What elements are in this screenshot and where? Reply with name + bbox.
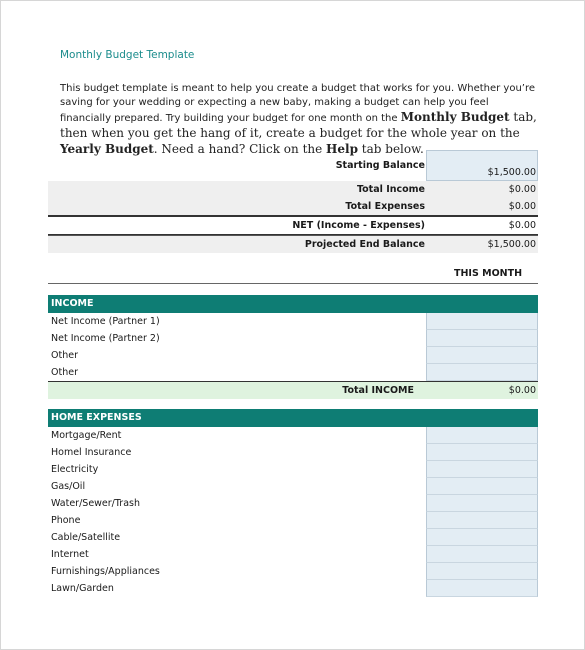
expense-amount-cell[interactable] (426, 580, 538, 597)
total-income-label: Total Income (356, 184, 425, 195)
list-item (48, 563, 538, 580)
list-item (48, 347, 538, 364)
income-amount-cell[interactable] (426, 330, 538, 347)
total-expenses-value: $0.00 (508, 201, 536, 212)
expense-amount-cell[interactable] (426, 461, 538, 478)
expense-amount-cell[interactable] (426, 512, 538, 529)
income-item-label: Net Income (Partner 1) (51, 316, 160, 327)
intro-text-4: tab below. (357, 142, 424, 156)
expense-amount-cell[interactable] (426, 529, 538, 546)
total-expenses-label: Total Expenses (345, 201, 425, 212)
total-income-summary-row (48, 381, 538, 399)
projected-end-balance-label: Projected End Balance (304, 239, 425, 250)
expense-item-label: Cable/Satellite (51, 532, 121, 543)
list-item (48, 495, 538, 512)
total-expenses-row (48, 198, 538, 215)
home-expenses-section (48, 409, 538, 597)
income-header: INCOME (48, 295, 538, 313)
total-income-row-value: $0.00 (508, 385, 536, 396)
net-value: $0.00 (508, 220, 536, 231)
expense-item-label: Furnishings/Appliances (51, 566, 160, 577)
summary-table (48, 150, 538, 253)
expense-item-label: Mortgage/Rent (51, 430, 122, 441)
list-item (48, 461, 538, 478)
expense-amount-cell[interactable] (426, 495, 538, 512)
list-item (48, 580, 538, 597)
list-item (48, 478, 538, 495)
expense-amount-cell[interactable] (426, 546, 538, 563)
projected-end-balance-value: $1,500.00 (487, 239, 536, 250)
home-expenses-header: HOME EXPENSES (48, 409, 538, 427)
expense-item-label: Gas/Oil (51, 481, 86, 492)
income-amount-cell[interactable] (426, 313, 538, 330)
list-item (48, 512, 538, 529)
expense-amount-cell[interactable] (426, 478, 538, 495)
expense-item-label: Internet (51, 549, 89, 560)
income-amount-cell[interactable] (426, 347, 538, 364)
total-income-row-label: Total INCOME (342, 385, 414, 396)
starting-balance-label: Starting Balance (335, 160, 425, 171)
expense-item-label: Homel Insurance (51, 447, 132, 458)
list-item (48, 444, 538, 461)
expense-amount-cell[interactable] (426, 427, 538, 444)
starting-balance-row (48, 150, 538, 181)
starting-balance-value[interactable]: $1,500.00 (487, 167, 536, 178)
intro-text-1: This budget template is meant to help you create a budget that works for you. Whether you’re saving for your wedding or expecting a new baby, making a budget can help you feel financially prepared. Try building your budget for one month on the (60, 83, 536, 124)
list-item (48, 546, 538, 563)
expense-item-label: Lawn/Garden (51, 583, 114, 594)
intro-bold-yearly: Yearly Budget (60, 142, 154, 156)
income-amount-cell[interactable] (426, 364, 538, 381)
net-row (48, 215, 538, 235)
intro-paragraph (60, 82, 540, 158)
expense-item-label: Water/Sewer/Trash (51, 498, 140, 509)
net-label: NET (Income - Expenses) (292, 220, 425, 231)
expense-amount-cell[interactable] (426, 563, 538, 580)
projected-end-balance-row (48, 235, 538, 253)
intro-text-2: tab, then when you get the hang of it, create a budget for the whole year on the (60, 110, 537, 140)
expense-item-label: Electricity (51, 464, 99, 475)
income-item-label: Net Income (Partner 2) (51, 333, 160, 344)
list-item (48, 364, 538, 381)
list-item (48, 313, 538, 330)
income-item-label: Other (51, 367, 78, 378)
list-item (48, 529, 538, 546)
intro-bold-help: Help (326, 142, 358, 156)
header-divider (48, 283, 538, 284)
list-item (48, 330, 538, 347)
list-item (48, 427, 538, 444)
document-title: Monthly Budget Template (60, 49, 195, 61)
intro-text-3: . Need a hand? Click on the (153, 142, 327, 156)
expense-amount-cell[interactable] (426, 444, 538, 461)
total-income-row (48, 181, 538, 198)
this-month-header: THIS MONTH (454, 268, 523, 279)
expense-item-label: Phone (51, 515, 81, 526)
income-section (48, 295, 538, 399)
income-item-label: Other (51, 350, 78, 361)
intro-bold-monthly: Monthly Budget (400, 110, 510, 124)
total-income-value: $0.00 (508, 184, 536, 195)
